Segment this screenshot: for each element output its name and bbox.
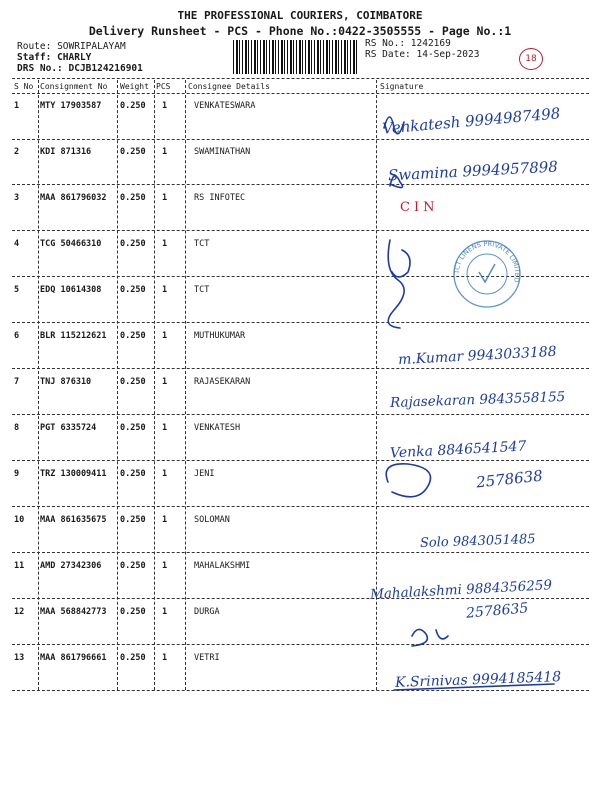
row-signature: Swamina 9994957898	[387, 157, 559, 185]
rs-date-value: 14-Sep-2023	[416, 49, 480, 60]
row-pcs: 1	[162, 147, 168, 157]
row-consignment: MAA 568842773	[40, 607, 107, 617]
row-signature: 2578638	[475, 466, 544, 492]
row-pcs: 1	[162, 377, 168, 387]
row-consignment: TCG 50466310	[40, 239, 102, 249]
row-consignment: MTY 17903587	[40, 101, 102, 111]
row-weight: 0.250	[120, 607, 146, 617]
row-pcs: 1	[162, 607, 168, 617]
col-header-consignment: Consignment No	[40, 82, 108, 91]
row-consignee: MAHALAKSHMI	[194, 561, 251, 571]
row-weight: 0.250	[120, 653, 146, 663]
row-sno: 1	[14, 101, 20, 111]
row-signature: K.Srinivas 9994185418	[394, 669, 562, 691]
row-consignment: EDQ 10614308	[40, 285, 102, 295]
row-consignment: KDI 871316	[40, 147, 92, 157]
row-consignee: TCT	[194, 285, 210, 295]
row-weight: 0.250	[120, 469, 146, 479]
rs-no-value: 1242169	[410, 38, 451, 49]
row-pcs: 1	[162, 423, 168, 433]
drs-value: DCJB124216901	[68, 63, 143, 74]
row-consignment: AMD 27342306	[40, 561, 102, 571]
row-signature: Venka 8846541547	[389, 438, 527, 462]
company-title: THE PROFESSIONAL COURIERS, COIMBATORE	[177, 9, 423, 22]
row-sno: 2	[14, 147, 20, 157]
row-weight: 0.250	[120, 331, 146, 341]
circled-page-note: 18	[519, 48, 543, 70]
staff-value: CHARLY	[57, 52, 92, 63]
row-sno: 3	[14, 193, 20, 203]
row-pcs: 1	[162, 561, 168, 571]
row-pcs: 1	[162, 653, 168, 663]
row-pcs: 1	[162, 515, 168, 525]
signature-stroke	[412, 629, 427, 646]
signature-stroke	[392, 250, 410, 277]
row-pcs: 1	[162, 469, 168, 479]
row-consignment: MAA 861796032	[40, 193, 107, 203]
row-signature: 2578635	[465, 600, 529, 622]
row-weight: 0.250	[120, 239, 146, 249]
row-weight: 0.250	[120, 515, 146, 525]
row-consignment: TNJ 876310	[40, 377, 92, 387]
col-header-sno: S No	[14, 82, 34, 91]
col-header-pcs: PCS	[156, 82, 171, 91]
row-consignee: DURGA	[194, 607, 220, 617]
signature-ink-strokes	[376, 90, 596, 700]
header-top-rule	[12, 78, 589, 79]
row-sno: 13	[14, 653, 25, 663]
row-sno: 4	[14, 239, 20, 249]
row-pcs: 1	[162, 101, 168, 111]
row-sno: 11	[14, 561, 25, 571]
company-stamp	[447, 238, 527, 308]
row-consignee: MUTHUKUMAR	[194, 331, 246, 341]
row-weight: 0.250	[120, 193, 146, 203]
staff-label: Staff:	[17, 52, 52, 63]
row-sno: 10	[14, 515, 25, 525]
row-weight: 0.250	[120, 561, 146, 571]
stamp-text: TCT LINENS PRIVATE LIMITED	[452, 239, 522, 284]
row-weight: 0.250	[120, 377, 146, 387]
rs-date-label: RS Date:	[365, 49, 411, 60]
row-pcs: 1	[162, 285, 168, 295]
sheet-title: Delivery Runsheet - PCS - Phone No.:0422-3505555 - Page No.:1	[88, 24, 512, 38]
rs-date-line	[365, 49, 479, 60]
row-consignee: RAJASEKARAN	[194, 377, 251, 387]
row-consignment: MAA 861635675	[40, 515, 107, 525]
col-header-weight: Weight	[120, 82, 149, 91]
row-consignee: JENI	[194, 469, 215, 479]
row-sno: 9	[14, 469, 20, 479]
route-line	[17, 41, 126, 52]
row-consignee: VETRI	[194, 653, 220, 663]
row-sno: 6	[14, 331, 20, 341]
signature-stroke	[388, 240, 404, 328]
route-label: Route:	[17, 41, 52, 52]
row-pcs: 1	[162, 193, 168, 203]
svg-text:TCT LINENS PRIVATE LIMITED	[453, 240, 521, 283]
row-weight: 0.250	[120, 101, 146, 111]
drs-line	[17, 63, 143, 74]
row-weight: 0.250	[120, 423, 146, 433]
row-pcs: 1	[162, 239, 168, 249]
row-consignee: SWAMINATHAN	[194, 147, 251, 157]
col-header-signature: Signature	[380, 82, 424, 91]
signature-stroke	[436, 630, 448, 639]
row-consignment: BLR 115212621	[40, 331, 107, 341]
row-consignment: MAA 861796661	[40, 653, 107, 663]
col-header-consignee: Consignee Details	[188, 82, 270, 91]
row-signature: Solo 9843051485	[419, 531, 536, 552]
row-signature: Rajasekaran 9843558155	[389, 388, 566, 412]
row-pcs: 1	[162, 331, 168, 341]
signature-stroke	[390, 176, 402, 188]
signature-stroke	[386, 464, 430, 497]
row-signature: m.Kumar 9943033188	[397, 343, 558, 369]
rs-no-label: RS No.:	[365, 38, 406, 49]
row-consignee: TCT	[194, 239, 210, 249]
row-signature: CIN	[400, 200, 439, 215]
staff-line	[17, 52, 91, 63]
row-sno: 5	[14, 285, 20, 295]
row-consignee: RS INFOTEC	[194, 193, 246, 203]
row-consignment: TRZ 130009411	[40, 469, 107, 479]
drs-label: DRS No.:	[17, 63, 63, 74]
row-signature: Mahalakshmi 9884356259	[369, 577, 553, 603]
route-value: SOWRIPALAYAM	[57, 41, 126, 52]
row-sno: 8	[14, 423, 20, 433]
row-sno: 7	[14, 377, 20, 387]
barcode	[233, 40, 358, 74]
row-consignment: PGT 6335724	[40, 423, 97, 433]
row-signature: Venkatesh 9994987498	[381, 104, 561, 138]
row-consignee: VENKATESH	[194, 423, 241, 433]
row-weight: 0.250	[120, 285, 146, 295]
signature-stroke	[384, 117, 404, 134]
row-weight: 0.250	[120, 147, 146, 157]
row-consignee: SOLOMAN	[194, 515, 230, 525]
row-sno: 12	[14, 607, 25, 617]
rs-no-line	[365, 38, 451, 49]
row-consignee: VENKATESWARA	[194, 101, 256, 111]
signature-stroke	[394, 684, 554, 690]
